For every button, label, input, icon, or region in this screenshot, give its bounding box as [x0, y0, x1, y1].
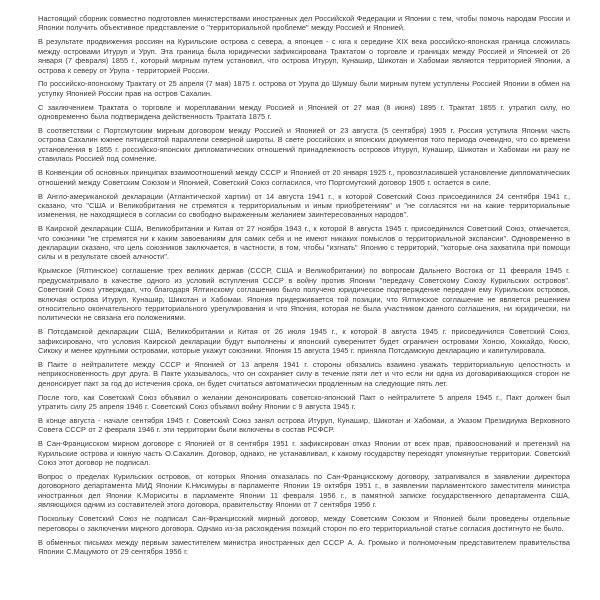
paragraph: В конце августа - начале сентября 1945 г. Советский Союз занял острова Итуруп, Кунашир, Шикотан и Хабомаи, а Указом Президиума Верховного Совета СССР от 2 февраля 1946 г. эти территории были включены в состав РСФСР. — [38, 416, 570, 435]
paragraph: Крымское (Ялтинское) соглашение трех великих держав (СССР, США и Великобритании) по вопросам Дальнего Востока от 11 февраля 1945 г. предусматривало в качестве одного из условий вступления СССР в войну против Японии "передачу Советскому Союзу Курильских островов". Советский Союз утверждал, что благодаря Ялтинскому соглашению было получено юридическое подтверждение передачи ему Курильских островов, включая острова Итуруп, Кунашир, Шикотан и Хабомаи. Япония придерживается той позиции, что Ялтинское соглашение не является решением относительно окончательного территориального урегулирования и что Япония, которая не была участником данного соглашения, ни юридически, ни политически не связана его положениями. — [38, 266, 570, 323]
paragraph: В Каирской декларации США, Великобритании и Китая от 27 ноября 1943 г., к которой 8 августа 1945 г. присоединился Советский Союз, отмечается, что союзники "не стремятся ни к каким завоеваниям для самих себя и не имеют никаких помыслов о территориальной экспансии". Одновременно в декларации сказано, что цель союзников заключается, в частности, в том, чтобы "изгнать" Японию с территорий, "которые она захватила при помощи силы и в результате своей алчности". — [38, 224, 570, 262]
paragraph: После того, как Советский Союз объявил о желании денонсировать советско-японский Пакт о нейтралитете 5 апреля 1945 г., Пакт должен был утратить силу 25 апреля 1946 г. Советский Союз объявил войну Японии с 9 августа 1945 г. — [38, 392, 570, 412]
paragraph: Вопрос о пределах Курильских островов, от которых Япония отказалась по Сан-Францисскому договору, затрагивался в заявлении директора договорного департамента МИД Японии К.Нисимуры в парламенте Японии 19 октября 1951 г., в заявлении парламентского заместителя министра иностранных дел Японии К.Мориситы в парламенте Японии 11 февраля 1956 г., в памятной записке государственного департамента США, являющихся одним из составителей этого договора, правительству Японии от 7 сентября 1956 г. — [38, 472, 570, 510]
paragraph: В Потсдамской декларации США, Великобритании и Китая от 26 июля 1945 г., к которой 8 августа 1945 г. присоединился Советский Союз, зафиксировано, что условия Каирской декларации будут выполнены и японский суверенитет будет ограничен островами Хонсю, Хоккайдо, Кюсю, Сикоку и менее крупными островами, которые укажут союзники. Япония 15 августа 1945 г. приняла Потсдамскую декларацию и капитулировала. — [38, 327, 570, 356]
paragraph: В Сан-Францисском мирном договоре с Японией от 8 сентября 1951 г. зафиксирован отказ Японии от всех прав, правооснований и претензий на Курильские острова и южную часть О.Сахалин. Договор, однако, не устанавливал, к какому государству переходят упомянутые территории. Советский Союз этот договор не подписал. — [38, 439, 570, 468]
paragraph: В Англо-американской декларации (Атлантической хартии) от 14 августа 1941 г., к которой Советский Союз присоединился 24 сентября 1941 г., сказано, что "США и Великобритания не стремятся к территориальным и иным приобретениям" и "не согласятся ни на какие территориальные изменения, не находящиеся в согласии со свободно выраженным желанием заинтересованных народов". — [38, 191, 570, 220]
paragraph: По российско-японскому Трактату от 25 апреля (7 мая) 1875 г. острова от Урупа до Шумшу были мирным путем уступлены Россией Японии в обмен на уступку Японией России прав на остров Сахалин. — [38, 79, 570, 98]
paragraph: В результате продвижения россиян на Курильские острова с севера, а японцев - с юга к середине XIX века российско-японская граница сложилась между островами Итуруп и Уруп. Эта граница была юридически зафиксирована Трактатом о торговле и границах между Россией и Японией от 26 января (7 февраля) 1855 г., который мирным путем установил, что острова Итуруп, Кунашир, Шикотан и Хабомаи являются территорией Японии, а острова к северу от Урупа - территорией России. — [38, 37, 570, 75]
paragraph: В соответствии с Портсмутским мирным договором между Россией и Японией от 23 августа (5 сентября) 1905 г. Россия уступила Японии часть острова Сахалин южнее пятидесятой параллели северной широты. В свете российских и японских документов того периода очевидно, что со времени установления в 1855 г. российско-японских дипломатических отношений принадлежность островов Итуруп, Кунашир, Шикотан и Хабомаи ни разу не ставилась Россией под сомнение. — [38, 126, 570, 164]
paragraph: Настоящий сборник совместно подготовлен министерствами иностранных дел Российской Федерации и Японии с тем, чтобы помочь народам России и Японии получить объективное представление о "территориальной проблеме" между Россией и Японией. — [38, 14, 570, 33]
paragraph: В Пакте о нейтралитете между СССР и Японией от 13 апреля 1941 г. стороны обязались взаимно уважать территориальную целостность и неприкосновенность друг друга. В Пакте указывалось, что он сохраняет силу в течение пяти лет и что если ни одна из договаривающихся сторон не денонсирует пакт за год до истечения срока, он будет считаться автоматически продленным на следующие пять лет. — [38, 360, 570, 388]
paragraph: Поскольку Советский Союз не подписал Сан-Францисский мирный договор, между Советским Союзом и Японией были проведены отдельные переговоры о заключении мирного договора. Однако из-за расхождения позиций сторон по его территориальной статье согласия достигнуто не было. — [38, 514, 570, 533]
paragraph: С заключением Трактата о торговле и мореплавании между Россией и Японией от 27 мая (8 июня) 1895 г. Трактат 1855 г. утратил силу, но одновременно была подтверждена действенность Трактата 1875 г. — [38, 102, 570, 122]
paragraph: В Конвенции об основных принципах взаимоотношений между СССР и Японией от 20 января 1925 г., провозгласившей установление дипломатических отношений между Советским Союзом и Японией, Советский Союз согласился, что Портсмутский договор 1905 г. остается в силе. — [38, 168, 570, 187]
paragraph: В обменных письмах между первым заместителем министра иностранных дел СССР А. А. Громыко и полномочным представителем правительства Японии С.Мацумото от 29 сентября 1956 г. — [38, 537, 570, 556]
